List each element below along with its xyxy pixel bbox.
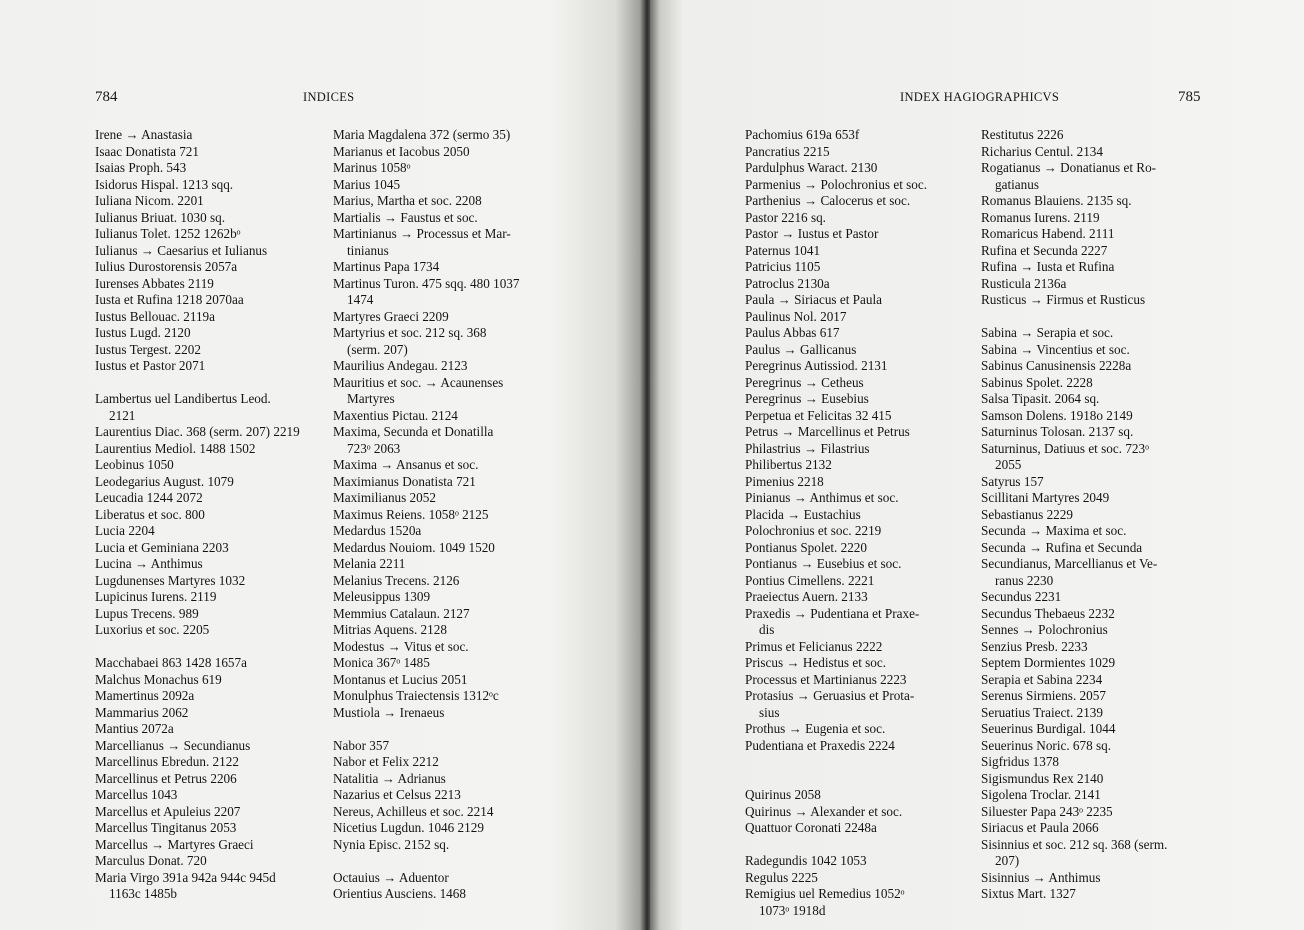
index-entry: Peregrinus Autissiod. 2131 [745, 358, 888, 373]
index-entry: Regulus 2225 [745, 869, 818, 885]
index-entry: Secundus Thebaeus 2232 [981, 605, 1115, 621]
entry-spacer [333, 721, 555, 738]
index-entry: Nynia Episc. 2152 sq. [333, 836, 450, 852]
index-entry: Paternus 1041 [745, 242, 821, 258]
index-entry: Natalitia → Adrianus [333, 770, 446, 786]
index-entry: Marcellus 1043 [95, 787, 178, 802]
index-entry: Mammarius 2062 [95, 704, 189, 720]
index-entry: Memmius Catalaun. 2127 [333, 605, 470, 621]
index-entry: Pontius Cimellens. 2221 [745, 572, 875, 588]
index-entry: sius [759, 704, 780, 720]
index-entry: Peregrinus → Cetheus [745, 374, 864, 390]
index-entry: Laurentius Mediol. 1488 1502 [95, 440, 256, 456]
index-entry: Remigius uel Remedius 1052ᵒ [745, 886, 905, 901]
index-entry: Nabor 357 [333, 737, 390, 753]
index-entry: Sigismundus Rex 2140 [981, 770, 1104, 786]
index-entry: Iuliana Nicom. 2201 [95, 193, 204, 208]
index-entry: Marius, Martha et soc. 2208 [333, 193, 482, 208]
index-entry: Parmenius → Polochronius et soc. [745, 176, 928, 192]
index-entry: Sisinnius → Anthimus [981, 869, 1101, 885]
index-entry: Patroclus 2130a [745, 275, 830, 291]
index-entry: Pontianus Spolet. 2220 [745, 539, 867, 555]
index-entry: Saturninus Tolosan. 2137 sq. [981, 424, 1134, 439]
index-entry: Peregrinus → Eusebius [745, 391, 869, 406]
index-entry: Liberatus et soc. 800 [95, 506, 205, 522]
index-entry: Lambertus uel Landibertus Leod. [95, 391, 271, 406]
index-entry: Mantius 2072a [95, 721, 174, 736]
index-entry: Siluester Papa 243ᵒ 2235 [981, 803, 1113, 819]
index-entry: Iulius Durostorensis 2057a [95, 259, 238, 274]
index-entry: Lucina → Anthimus [95, 556, 203, 571]
index-entry: Maximus Reiens. 1058ᵒ 2125 [333, 506, 489, 522]
index-entry: Seruatius Traiect. 2139 [981, 704, 1103, 720]
index-entry: Marianus et Iacobus 2050 [333, 143, 470, 159]
index-entry: tinianus [347, 242, 389, 258]
index-entry: Nabor et Felix 2212 [333, 754, 439, 769]
index-column [333, 127, 555, 903]
index-entry: Prothus → Eugenia et soc. [745, 721, 886, 736]
index-column [981, 127, 1205, 903]
index-entry: Quirinus → Alexander et soc. [745, 803, 903, 819]
index-entry: Montanus et Lucius 2051 [333, 671, 468, 687]
index-entry: Lupus Trecens. 989 [95, 605, 199, 621]
index-entry: Nazarius et Celsus 2213 [333, 787, 461, 802]
index-entry: Martyrius et soc. 212 sq. 368 [333, 325, 487, 340]
index-entry: Siriacus et Paula 2066 [981, 820, 1099, 835]
index-entry: Martinus Papa 1734 [333, 259, 440, 274]
index-entry: Parthenius → Calocerus et soc. [745, 193, 911, 208]
index-entry: Praeiectus Auern. 2133 [745, 589, 868, 604]
index-entry: Pinianus → Anthimus et soc. [745, 490, 899, 505]
entry-spacer [981, 309, 1205, 326]
index-entry: Monulphus Traiectensis 1312ᵒc [333, 688, 499, 703]
index-entry: Marcellus Tingitanus 2053 [95, 820, 237, 835]
index-entry: Pontianus → Eusebius et soc. [745, 556, 902, 571]
index-entry: Lugdunenses Martyres 1032 [95, 572, 246, 588]
index-entry: Salsa Tipasit. 2064 sq. [981, 391, 1100, 406]
index-entry: Pachomius 619a 653f [745, 127, 860, 142]
index-entry: Praxedis → Pudentiana et Praxe- [745, 605, 920, 621]
index-entry: Pancratius 2215 [745, 143, 830, 159]
index-entry: Sebastianus 2229 [981, 506, 1073, 522]
index-entry: Martinus Turon. 475 sqq. 480 1037 [333, 275, 520, 291]
running-header: INDICES [303, 90, 355, 104]
index-entry: Nereus, Achilleus et soc. 2214 [333, 803, 494, 819]
index-entry: Isaac Donatista 721 [95, 143, 199, 159]
index-entry: Marinus 1058ᵒ [333, 160, 411, 175]
index-entry: 1073ᵒ 1918d [759, 902, 826, 918]
index-entry: Richarius Centul. 2134 [981, 143, 1103, 159]
index-entry: Medardus 1520a [333, 523, 422, 538]
index-entry: 2121 [109, 407, 136, 423]
index-entry: Romanus Iurens. 2119 [981, 209, 1100, 225]
index-entry: Philibertus 2132 [745, 457, 832, 472]
index-entry: Maria Magdalena 372 (sermo 35) [333, 127, 511, 142]
index-entry: Seuerinus Burdigal. 1044 [981, 721, 1116, 736]
index-entry: Scillitani Martyres 2049 [981, 490, 1110, 505]
index-entry: Marculus Donat. 720 [95, 853, 207, 868]
running-header: INDEX HAGIOGRAPHICVS [900, 90, 1060, 104]
index-entry: Pardulphus Waract. 2130 [745, 160, 878, 175]
index-entry: Rogatianus → Donatianus et Ro- [981, 160, 1157, 175]
index-entry: Marius 1045 [333, 176, 401, 192]
entry-spacer [745, 837, 969, 854]
index-entry: Romanus Blauiens. 2135 sq. [981, 193, 1132, 208]
index-entry: Sennes → Polochronius [981, 622, 1108, 637]
index-entry: Marcellianus → Secundianus [95, 737, 251, 753]
index-entry: Lucia et Geminiana 2203 [95, 539, 229, 555]
index-entry: Iulianus → Caesarius et Iulianus [95, 242, 268, 258]
index-entry: 207) [995, 853, 1020, 868]
index-entry: ranus 2230 [995, 572, 1054, 588]
index-entry: Perpetua et Felicitas 32 415 [745, 407, 892, 423]
index-column [745, 127, 969, 919]
index-entry: Malchus Monachus 619 [95, 671, 222, 687]
index-entry: Senzius Presb. 2233 [981, 638, 1088, 654]
index-entry: Protasius → Geruasius et Prota- [745, 688, 915, 703]
index-entry: Paulus Abbas 617 [745, 325, 840, 340]
index-entry: 2055 [995, 457, 1022, 472]
index-entry: Mitrias Aquens. 2128 [333, 622, 447, 637]
index-entry: dis [759, 622, 775, 637]
index-entry: Sabina → Serapia et soc. [981, 325, 1114, 340]
index-entry: Maximianus Donatista 721 [333, 473, 476, 489]
left-page [0, 0, 648, 930]
index-entry: Pastor 2216 sq. [745, 209, 826, 225]
index-entry: Romaricus Habend. 2111 [981, 226, 1115, 241]
index-entry: Paulinus Nol. 2017 [745, 308, 847, 324]
index-entry: Radegundis 1042 1053 [745, 853, 867, 868]
index-entry: Isaias Proph. 543 [95, 160, 187, 175]
index-entry: Martyres [347, 391, 395, 406]
index-entry: Sisinnius et soc. 212 sq. 368 (serm. [981, 836, 1168, 852]
index-entry: Serapia et Sabina 2234 [981, 671, 1103, 687]
index-entry: Paula → Siriacus et Paula [745, 292, 882, 307]
index-entry: Satyrus 157 [981, 473, 1044, 489]
page-number: 784 [95, 89, 118, 105]
index-entry: 1474 [347, 292, 374, 307]
index-entry: Martialis → Faustus et soc. [333, 209, 478, 225]
index-entry: Modestus → Vitus et soc. [333, 638, 469, 654]
index-entry: Maxima → Ansanus et soc. [333, 457, 479, 472]
index-entry: Maxentius Pictau. 2124 [333, 407, 458, 423]
index-entry: Octauius → Aduentor [333, 869, 449, 885]
index-entry: Iurenses Abbates 2119 [95, 275, 214, 291]
index-entry: Maxima, Secunda et Donatilla [333, 424, 494, 439]
index-entry: Quattuor Coronati 2248a [745, 820, 877, 835]
index-entry: Patricius 1105 [745, 259, 821, 274]
index-entry: Sigfridus 1378 [981, 754, 1060, 769]
index-entry: Paulus → Gallicanus [745, 341, 857, 357]
index-entry: Rufina et Secunda 2227 [981, 242, 1108, 258]
index-entry: Sabinus Spolet. 2228 [981, 374, 1093, 390]
index-entry: Rusticus → Firmus et Rusticus [981, 292, 1146, 307]
index-entry: Lupicinus Iurens. 2119 [95, 589, 217, 604]
index-entry: Sabinus Canusinensis 2228a [981, 358, 1132, 373]
index-entry: gatianus [995, 176, 1039, 192]
index-entry: Mamertinus 2092a [95, 688, 195, 703]
index-entry: Seuerinus Noric. 678 sq. [981, 737, 1112, 753]
index-entry: Marcellinus et Petrus 2206 [95, 770, 237, 786]
index-entry: Philastrius → Filastrius [745, 440, 870, 456]
index-entry: 723ᵒ 2063 [347, 440, 401, 456]
entry-spacer [745, 771, 969, 788]
index-entry: Processus et Martinianus 2223 [745, 671, 907, 687]
entry-spacer [95, 639, 323, 656]
index-entry: Meleusippus 1309 [333, 589, 431, 604]
index-entry: Melanius Trecens. 2126 [333, 572, 460, 588]
index-entry: Maximilianus 2052 [333, 490, 436, 505]
entry-spacer [745, 754, 969, 771]
index-entry: Laurentius Diac. 368 (serm. 207) 2219 [95, 424, 300, 439]
index-entry: Saturninus, Datiuus et soc. 723ᵒ [981, 440, 1149, 456]
entry-spacer [333, 853, 555, 870]
index-entry: Placida → Eustachius [745, 506, 861, 522]
index-entry: Orientius Ausciens. 1468 [333, 886, 466, 901]
index-entry: Petrus → Marcellinus et Petrus [745, 424, 910, 439]
index-entry: Sabina → Vincentius et soc. [981, 341, 1130, 357]
index-entry: Maurilius Andegau. 2123 [333, 358, 468, 373]
index-entry: Iulianus Tolet. 1252 1262bᵒ [95, 226, 241, 241]
index-entry: Pastor → Iustus et Pastor [745, 226, 879, 241]
index-entry: Mustiola → Irenaeus [333, 704, 445, 720]
right-page [650, 0, 1304, 930]
index-entry: Iusta et Rufina 1218 2070aa [95, 292, 244, 307]
index-entry: Leodegarius August. 1079 [95, 473, 234, 489]
index-entry: Secunda → Rufina et Secunda [981, 539, 1143, 555]
index-entry: Sixtus Mart. 1327 [981, 886, 1076, 901]
index-entry: Secundus 2231 [981, 589, 1062, 604]
index-entry: Restitutus 2226 [981, 127, 1064, 142]
index-entry: 1163c 1485b [109, 886, 178, 901]
index-entry: Marcellus et Apuleius 2207 [95, 803, 241, 819]
index-entry: Rusticula 2136a [981, 275, 1067, 291]
index-entry: Marcellus → Martyres Graeci [95, 836, 254, 852]
index-entry: Primus et Felicianus 2222 [745, 638, 883, 654]
index-entry: Nicetius Lugdun. 1046 2129 [333, 820, 484, 835]
index-entry: Pimenius 2218 [745, 473, 824, 489]
index-column [95, 127, 323, 903]
index-entry: Polochronius et soc. 2219 [745, 523, 882, 538]
index-entry: Quirinus 2058 [745, 787, 821, 802]
index-entry: Irene → Anastasia [95, 127, 193, 142]
index-entry: Lucia 2204 [95, 523, 155, 538]
index-entry: Rufina → Iusta et Rufina [981, 259, 1115, 274]
index-entry: (serm. 207) [347, 341, 408, 357]
index-entry: Macchabaei 863 1428 1657a [95, 655, 247, 670]
index-entry: Secundianus, Marcellianus et Ve- [981, 556, 1158, 571]
index-entry: Septem Dormientes 1029 [981, 655, 1116, 670]
index-entry: Iulianus Briuat. 1030 sq. [95, 209, 226, 225]
index-entry: Leucadia 1244 2072 [95, 490, 203, 505]
entry-spacer [95, 375, 323, 392]
index-entry: Samson Dolens. 1918o 2149 [981, 407, 1133, 423]
index-entry: Monica 367ᵒ 1485 [333, 655, 430, 670]
index-entry: Pudentiana et Praxedis 2224 [745, 737, 895, 753]
index-entry: Sigolena Troclar. 2141 [981, 787, 1101, 802]
page-number: 785 [1178, 89, 1201, 105]
index-entry: Secunda → Maxima et soc. [981, 523, 1127, 538]
index-entry: Serenus Sirmiens. 2057 [981, 688, 1106, 703]
index-entry: Iustus et Pastor 2071 [95, 358, 206, 373]
index-entry: Mauritius et soc. → Acaunenses [333, 374, 504, 390]
index-entry: Iustus Bellouac. 2119a [95, 308, 216, 324]
index-entry: Maria Virgo 391a 942a 944c 945d [95, 869, 276, 885]
index-entry: Priscus → Hedistus et soc. [745, 655, 887, 670]
index-entry: Melania 2211 [333, 556, 406, 571]
index-entry: Martyres Graeci 2209 [333, 308, 449, 324]
index-entry: Iustus Tergest. 2202 [95, 341, 201, 357]
index-entry: Marcellinus Ebredun. 2122 [95, 754, 239, 769]
index-entry: Leobinus 1050 [95, 457, 174, 472]
index-entry: Martinianus → Processus et Mar- [333, 226, 511, 241]
index-entry: Isidorus Hispal. 1213 sqq. [95, 176, 234, 192]
index-entry: Luxorius et soc. 2205 [95, 622, 210, 637]
index-entry: Iustus Lugd. 2120 [95, 325, 191, 340]
index-entry: Medardus Nouiom. 1049 1520 [333, 539, 495, 555]
